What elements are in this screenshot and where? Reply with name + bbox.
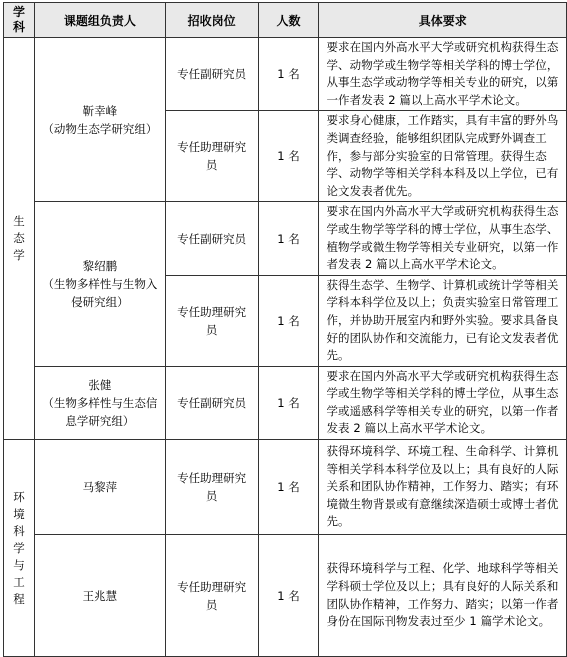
leader-cell bbox=[34, 440, 165, 535]
requirement-cell: 获得生态学、生物学、计算机或统计学等相关学科本科学位及以上；负责实验室日常管理工作，并协助开展室内和野外实验。要求具备良好的团队协作和交流能力，已有论文发表者优先。 bbox=[319, 275, 567, 366]
position-cell: 专任助理研究员 bbox=[165, 111, 258, 202]
requirement-cell: 要求身心健康，工作踏实，具有丰富的野外鸟类调查经验，能够组织团队完成野外调查工作，参与部分实验室的日常管理。获得生态学、动物学等相关学科本科及以上学位，已有论文发表者优先。 bbox=[319, 111, 567, 202]
table-row bbox=[4, 38, 567, 111]
position-cell: 专任副研究员 bbox=[165, 202, 258, 275]
requirement-cell: 要求在国内外高水平大学或研究机构获得生态学或生物学等相关学科的博士学位，从事生态学或遥感科学等相关专业的研究，以第一作者发表 2 篇以上高水平学术论文。 bbox=[319, 366, 567, 439]
header-count: 人数 bbox=[258, 3, 319, 38]
requirement-cell: 获得环境科学、环境工程、生命科学、计算机等相关学科本科学位及以上；具有良好的人际关系和团队协作精神，工作努力、踏实；有环境微生物背景或有意继续深造硕士或博士者优先。 bbox=[319, 440, 567, 535]
table-row bbox=[4, 202, 567, 275]
leader-group: （生物多样性与生态信息学研究组） bbox=[42, 395, 158, 428]
count-cell: 1 名 bbox=[258, 440, 319, 535]
count-cell: 1 名 bbox=[258, 535, 319, 657]
leader-name: 黎绍鹏 bbox=[82, 259, 118, 274]
position-cell: 专任副研究员 bbox=[165, 38, 258, 111]
count-cell: 1 名 bbox=[258, 111, 319, 202]
requirement-cell: 获得环境科学与工程、化学、地球科学等相关学科硕士学位及以上；具有良好的人际关系和团队协作精神，工作努力、踏实；以第一作者身份在国际刊物发表过至少 1 篇学术论文。 bbox=[319, 535, 567, 657]
count-cell: 1 名 bbox=[258, 202, 319, 275]
table-row bbox=[4, 440, 567, 535]
leader-name: 马黎萍 bbox=[82, 480, 118, 495]
subject-cell-ecology bbox=[4, 38, 35, 440]
recruitment-table bbox=[3, 2, 567, 657]
header-leader: 课题组负责人 bbox=[34, 3, 165, 38]
position-cell: 专任助理研究员 bbox=[165, 440, 258, 535]
requirement-cell: 要求在国内外高水平大学或研究机构获得生态学或生物学等学科的博士学位，从事生态学、植物学或微生物学等相关专业研究，以第一作者发表 2 篇以上高水平学术论文。 bbox=[319, 202, 567, 275]
leader-cell bbox=[34, 202, 165, 366]
leader-name: 张健 bbox=[88, 377, 112, 392]
subject-label-environment: 环 境 科 学 与 工 程 bbox=[13, 489, 25, 606]
position-cell: 专任副研究员 bbox=[165, 366, 258, 439]
leader-name: 王兆慧 bbox=[82, 588, 118, 603]
header-row bbox=[4, 3, 567, 38]
header-requirements: 具体要求 bbox=[319, 3, 567, 38]
leader-group: （动物生态学研究组） bbox=[42, 121, 158, 136]
subject-cell-environment bbox=[4, 440, 35, 657]
position-cell: 专任助理研究员 bbox=[165, 275, 258, 366]
table-row bbox=[4, 366, 567, 439]
requirement-cell: 要求在国内外高水平大学或研究机构获得生态学、动物学或生物学等相关学科的博士学位，从事生态学或动物学等相关专业的研究，以第一作者发表 2 篇以上高水平学术论文。 bbox=[319, 38, 567, 111]
count-cell: 1 名 bbox=[258, 366, 319, 439]
position-cell: 专任助理研究员 bbox=[165, 535, 258, 657]
leader-cell bbox=[34, 535, 165, 657]
table-row bbox=[4, 535, 567, 657]
header-position: 招收岗位 bbox=[165, 3, 258, 38]
subject-label-ecology: 生 态 学 bbox=[13, 214, 25, 263]
header-subject: 学 科 bbox=[4, 3, 35, 38]
leader-group: （生物多样性与生物入侵研究组） bbox=[42, 277, 158, 310]
leader-cell bbox=[34, 366, 165, 439]
count-cell: 1 名 bbox=[258, 38, 319, 111]
leader-name: 靳幸峰 bbox=[82, 103, 118, 118]
leader-cell bbox=[34, 38, 165, 202]
count-cell: 1 名 bbox=[258, 275, 319, 366]
